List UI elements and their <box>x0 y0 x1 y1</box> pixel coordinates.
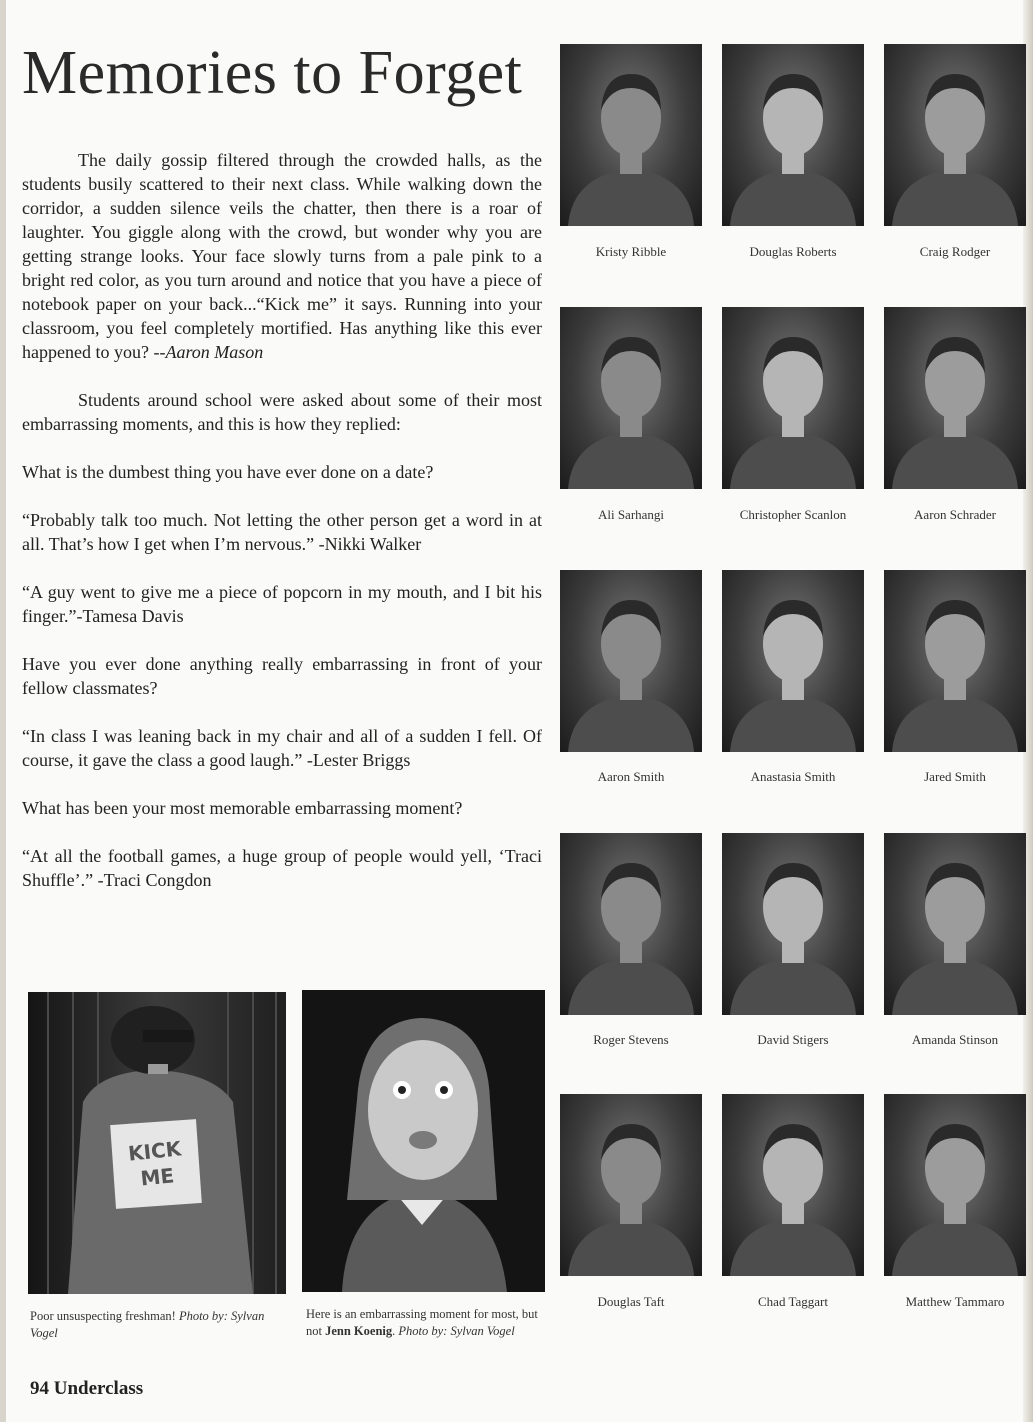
page-footer: 94 Underclass <box>30 1378 144 1399</box>
article-body <box>22 148 542 916</box>
portrait-photo-amanda-stinson <box>884 833 1026 1015</box>
candid-photo-kick-me <box>28 992 286 1294</box>
portrait-photo-christopher-scanlon <box>722 307 864 489</box>
caption-funny-face: Here is an embarrassing moment for most, but not Jenn Koenig. Photo by: Sylvan Vogel <box>306 1307 538 1338</box>
intro-paragraph <box>22 148 542 364</box>
caption-kick-me-text: Poor unsuspecting freshman! <box>30 1309 176 1323</box>
question-2: Have you ever done anything really embarrassing in front of your fellow classmates? <box>22 654 542 698</box>
kick-me-sign-text: KICK ME <box>126 1136 183 1191</box>
page-binding-edge <box>0 0 6 1422</box>
portrait-name-christopher-scanlon: Christopher Scanlon <box>739 507 847 522</box>
caption-kick-me <box>30 1308 285 1342</box>
portrait-name-ali-sarhangi: Ali Sarhangi <box>597 507 665 522</box>
funny-face-photo-graphic <box>302 990 545 1292</box>
portrait-name-chad-taggart: Chad Taggart <box>758 1294 828 1309</box>
intro-text: The daily gossip filtered through the crowded halls, as the students busily scattered to their next class. While walking down the corridor, a sudden silence veils the chatter, then there is a roar of laughter. You giggle along with the crowd, but wonder why you are getting strange looks. Your face slowly turns from a pale pink to a bright red color, as you turn around and notice that you have a piece of notebook paper on your back...“Kick me” it says. Running into your classroom, you feel completely mortified. Has anything like this ever happened to you? <box>22 150 542 362</box>
portrait-photo-chad-taggart <box>722 1094 864 1276</box>
portrait-name-aaron-schrader: Aaron Schrader <box>914 507 996 522</box>
portrait-name-jared-smith: Jared Smith <box>924 769 986 784</box>
portrait-name-craig-rodger: Craig Rodger <box>919 244 991 259</box>
portrait-photo-ali-sarhangi <box>560 307 702 489</box>
portrait-photo-douglas-taft <box>560 1094 702 1276</box>
portrait-name-aaron-smith: Aaron Smith <box>597 769 665 784</box>
answer-2: “A guy went to give me a piece of popcorn in my mouth, and I bit his finger.”-Tamesa Davis <box>22 582 542 626</box>
portrait-name-kristy-ribble: Kristy Ribble <box>595 244 667 259</box>
portrait-photo-craig-rodger <box>884 44 1026 226</box>
page-title: Memories to Forget <box>22 39 523 107</box>
portrait-name-david-stigers: David Stigers <box>757 1032 829 1047</box>
portrait-name-douglas-taft: Douglas Taft <box>597 1294 665 1309</box>
portrait-photo-kristy-ribble <box>560 44 702 226</box>
answer-3: “In class I was leaning back in my chair and all of a sudden I fell. Of course, it gave the class a good laugh.” -Lester Briggs <box>22 726 542 770</box>
caption-funny-face-text: Here is an embarrassing moment for most, but not <box>306 1307 538 1338</box>
question-3: What has been your most memorable embarrassing moment? <box>22 798 463 818</box>
portrait-photo-david-stigers <box>722 833 864 1015</box>
intro-byline: --Aaron Mason <box>153 342 264 362</box>
candid-photo-funny-face <box>302 990 545 1292</box>
answer-1: “Probably talk too much. Not letting the other person get a word in at all. That’s how I get when I’m nervous.” -Nikki Walker <box>22 510 542 554</box>
portrait-name-matthew-tammaro: Matthew Tammaro <box>905 1294 1005 1309</box>
answer-4: “At all the football games, a huge group of people would yell, ‘Traci Shuffle’.” -Traci Congdon <box>22 846 542 890</box>
portrait-photo-aaron-smith <box>560 570 702 752</box>
portrait-photo-anastasia-smith <box>722 570 864 752</box>
caption-funny-face-name: Jenn Koenig <box>325 1324 393 1338</box>
lead-paragraph: Students around school were asked about some of their most embarrassing moments, and this is how they replied: <box>22 390 542 434</box>
portrait-photo-roger-stevens <box>560 833 702 1015</box>
caption-funny-face-credit: Photo by: Sylvan Vogel <box>398 1324 515 1338</box>
portrait-name-roger-stevens: Roger Stevens <box>593 1032 669 1047</box>
question-1: What is the dumbest thing you have ever done on a date? <box>22 462 434 482</box>
portrait-photo-jared-smith <box>884 570 1026 752</box>
portrait-name-amanda-stinson: Amanda Stinson <box>911 1032 999 1047</box>
portrait-photo-aaron-schrader <box>884 307 1026 489</box>
portrait-photo-douglas-roberts <box>722 44 864 226</box>
portrait-photo-matthew-tammaro <box>884 1094 1026 1276</box>
caption-kick-me-credit: Photo by: Sylvan Vogel <box>30 1309 265 1340</box>
portrait-name-anastasia-smith: Anastasia Smith <box>750 769 836 784</box>
portrait-name-douglas-roberts: Douglas Roberts <box>749 244 837 259</box>
